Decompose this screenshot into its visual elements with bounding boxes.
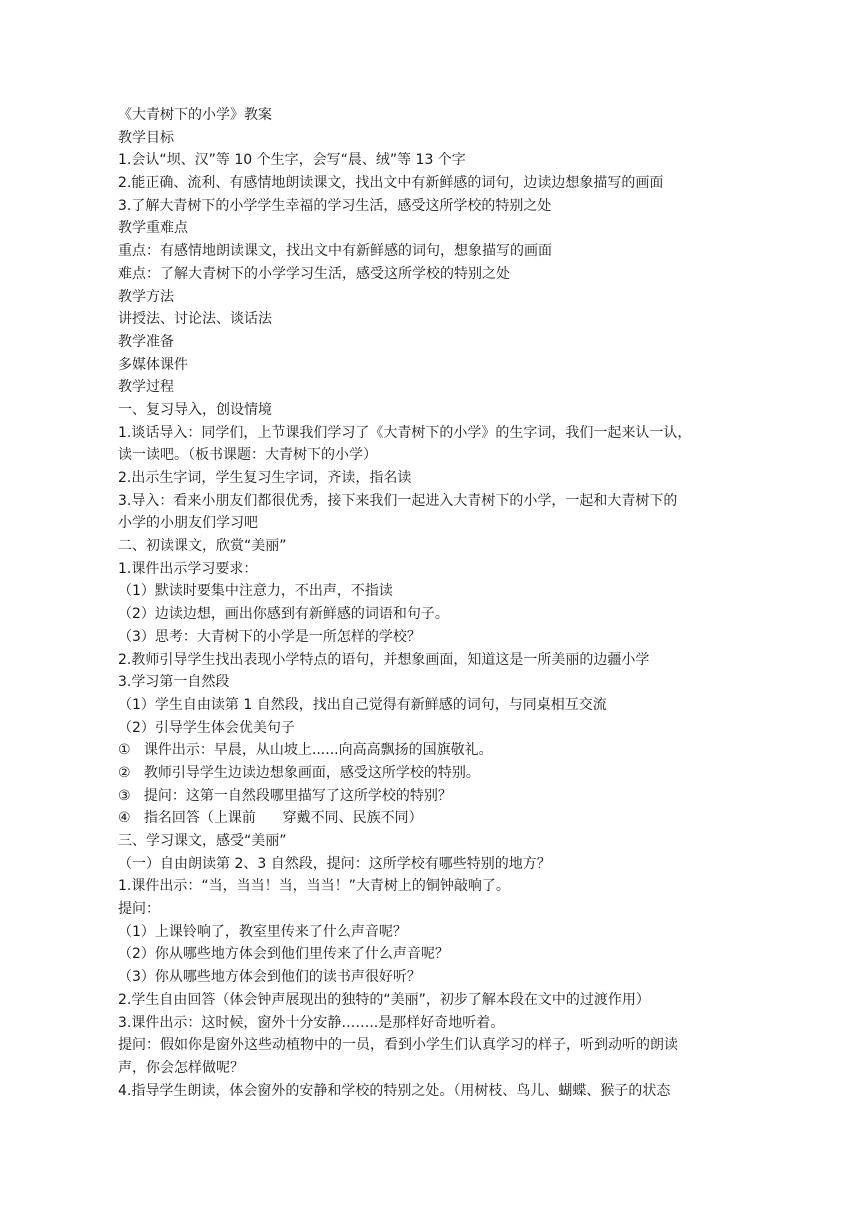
text-line: （2）你从哪些地方体会到他们里传来了什么声音呢？: [118, 946, 449, 963]
text-line: 3.导入：看来小朋友们都很优秀，接下来我们一起进入大青树下的小学，一起和大青树下的: [118, 492, 678, 509]
text-line: 2.学生自由回答（体会钟声展现出的独特的“美丽”，初步了解本段在文中的过渡作用）: [118, 991, 650, 1008]
text-line: 2.教师引导学生找出表现小学特点的语句，并想象画面，知道这是一所美丽的边疆小学: [118, 651, 650, 668]
text-line: （一）自由朗读第 2、3 自然段，提问：这所学校有哪些特别的地方？: [118, 855, 551, 872]
text-line: （2）引导学生体会优美句子: [118, 719, 295, 736]
text-line: 读一读吧。（板书课题：大青树下的小学）: [118, 447, 377, 464]
text-line: 3.了解大青树下的小学学生幸福的学习生活，感受这所学校的特别之处: [118, 197, 552, 214]
circled-item: ③ 提问：这第一自然段哪里描写了这所学校的特别？: [118, 787, 452, 804]
text-line: 提问：假如你是窗外这些动植物中的一员，看到小学生们认真学习的样子，听到动听的朗读: [118, 1037, 678, 1054]
section-heading: 教学方法: [118, 288, 174, 305]
text-line: （2）边读边想，画出你感到有新鲜感的词语和句子。: [118, 606, 449, 623]
subsection-heading: 三、学习课文，感受“美丽”: [118, 833, 287, 849]
text-line: 1.会认“坝、汉”等 10 个生字，会写“晨、绒”等 13 个字: [118, 152, 466, 169]
text-line: （3）思考：大青树下的小学是一所怎样的学校？: [118, 628, 421, 645]
text-line: 多媒体课件: [118, 356, 188, 373]
section-heading: 教学重难点: [118, 220, 188, 237]
text-line: 3.学习第一自然段: [118, 674, 230, 691]
circled-item: ② 教师引导学生边读边想象画面，感受这所学校的特别。: [118, 764, 480, 781]
text-line: 1.课件出示：“当，当当！当，当当！”大青树上的铜钟敲响了。: [118, 878, 510, 895]
text-line: 提问：: [118, 901, 160, 918]
text-line: 重点：有感情地朗读课文，找出文中有新鲜感的词句，想象描写的画面: [118, 243, 552, 260]
text-line: 讲授法、讨论法、谈话法: [118, 311, 272, 328]
text-line: （1）上课铃响了，教室里传来了什么声音呢？: [118, 923, 407, 940]
circled-item: ④ 指名回答（上课前 穿戴不同、民族不同）: [118, 810, 423, 827]
circled-item: ① 课件出示：早晨，从山坡上......向高高飘扬的国旗敬礼。: [118, 742, 493, 759]
subsection-heading: 一、复习导入，创设情境: [118, 401, 272, 418]
text-line: （1）默读时要集中注意力，不出声，不指读: [118, 583, 393, 600]
section-heading: 教学准备: [118, 333, 174, 350]
text-line: 1.课件出示学习要求：: [118, 560, 258, 577]
section-heading: 教学过程: [118, 379, 174, 396]
text-line: 2.出示生字词，学生复习生字词，齐读，指名读: [118, 470, 412, 486]
text-line: 2.能正确、流利、有感情地朗读课文，找出文中有新鲜感的词句，边读边想象描写的画面: [118, 175, 664, 192]
doc-title: 《大青树下的小学》教案: [118, 107, 272, 123]
text-line: 小学的小朋友们学习吧: [118, 515, 258, 532]
text-line: 难点：了解大青树下的小学学习生活，感受这所学校的特别之处: [118, 265, 510, 282]
text-line: 声，你会怎样做呢？: [118, 1059, 244, 1076]
text-line: 4.指导学生朗读，体会窗外的安静和学校的特别之处。（用树枝、鸟儿、蝴蝶、猴子的状态: [118, 1082, 671, 1099]
text-line: 3.课件出示：这时候，窗外十分安静……..是那样好奇地听着。: [118, 1014, 505, 1031]
document-body: [118, 104, 742, 1102]
text-line: （3）你从哪些地方体会到他们的读书声很好听？: [118, 969, 421, 986]
text-line: （1）学生自由读第 1 自然段，找出自己觉得有新鲜感的词句，与同桌相互交流: [118, 696, 607, 713]
subsection-heading: 二、初读课文，欣赏“美丽”: [118, 538, 287, 555]
text-line: 1.谈话导入：同学们，上节课我们学习了《大青树下的小学》的生字词，我们一起来认一认，: [118, 424, 692, 441]
section-heading: 教学目标: [118, 129, 174, 146]
